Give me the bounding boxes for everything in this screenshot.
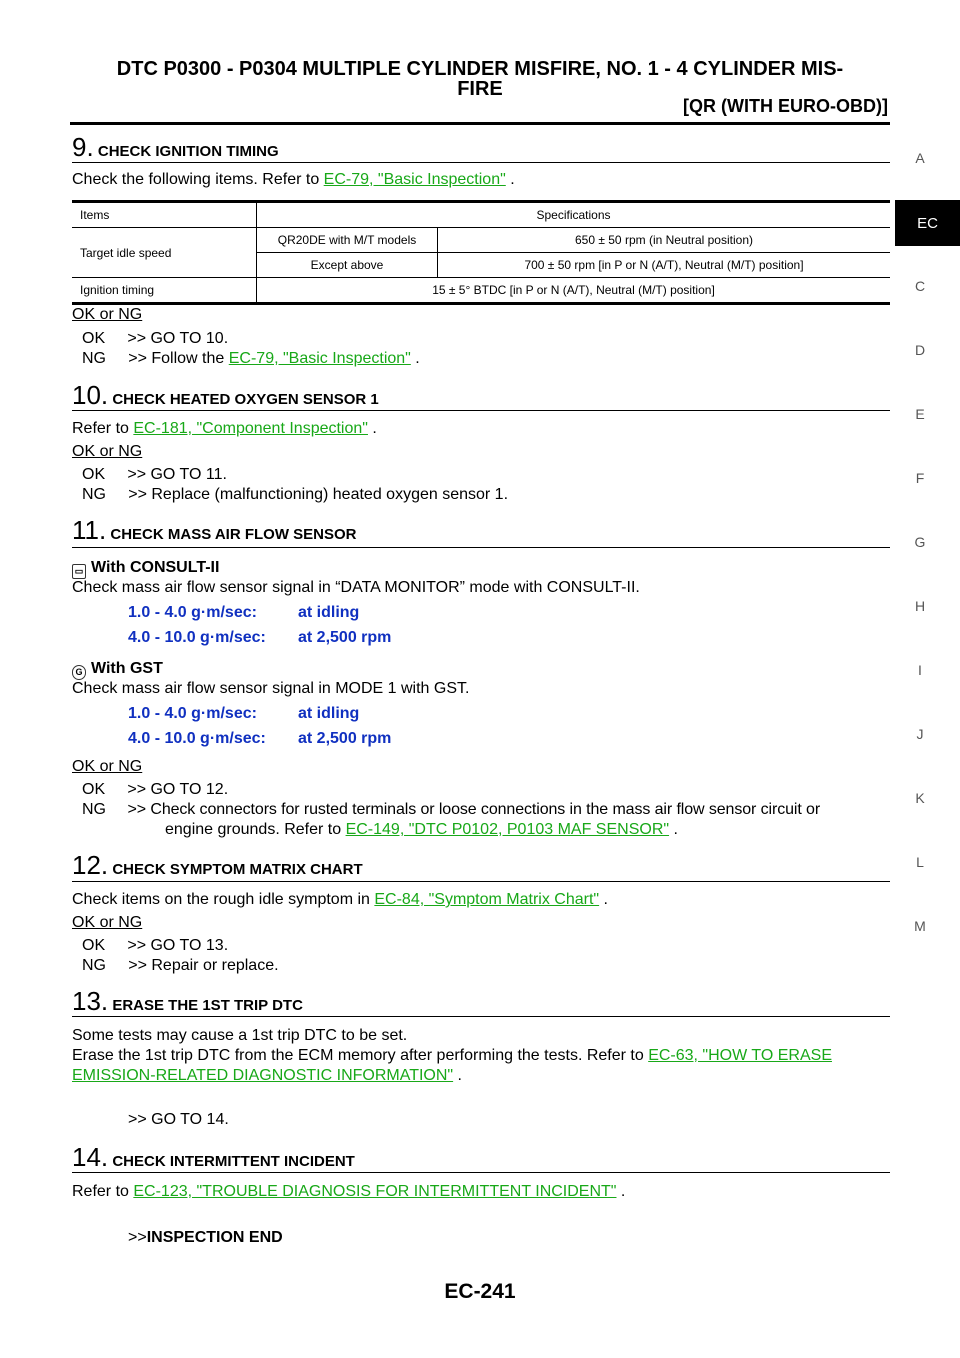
step12-ng: NG >> Repair or replace.	[82, 957, 279, 974]
cell-ignition: Ignition timing	[72, 278, 257, 304]
side-index-ec-active[interactable]: EC	[895, 200, 960, 246]
side-index-a[interactable]: A	[915, 150, 925, 166]
step13-go: >> GO TO 14.	[128, 1111, 229, 1128]
cell-target-idle: Target idle speed	[72, 228, 257, 278]
step9-rule	[72, 162, 890, 163]
consult-label: ▭ With CONSULT-II	[72, 558, 219, 579]
link-maf-sensor[interactable]: EC-149, "DTC P0102, P0103 MAF SENSOR"	[345, 821, 670, 838]
side-index-k[interactable]: K	[915, 790, 925, 806]
step11-ng-line2: engine grounds. Refer to EC-149, "DTC P0102, P0103 MAF SENSOR" .	[165, 821, 678, 838]
link-component-inspection[interactable]: EC-181, "Component Inspection"	[133, 420, 368, 437]
link-erase-dtc-b[interactable]: EMISSION-RELATED DIAGNOSTIC INFORMATION"	[72, 1067, 454, 1084]
step12-ok-or-ng: OK or NG	[72, 914, 143, 931]
spec4-value: 4.0 - 10.0 g·m/sec:	[128, 730, 266, 747]
page-number: EC-241	[444, 1280, 516, 1303]
spec1-cond: at idling	[298, 604, 360, 621]
step13-text1: Some tests may cause a 1st trip DTC to be set.	[72, 1027, 408, 1044]
step10-heading: 10. CHECK HEATED OXYGEN SENSOR 1	[72, 380, 379, 410]
side-index-e[interactable]: E	[915, 406, 925, 422]
page-title-line1: DTC P0300 - P0304 MULTIPLE CYLINDER MISFIRE, NO. 1 - 4 CYLINDER MIS-	[116, 58, 844, 80]
side-index-d[interactable]: D	[914, 342, 926, 358]
gst-icon: G	[72, 665, 86, 680]
side-index-j[interactable]: J	[916, 726, 924, 742]
step10-text: Refer to EC-181, "Component Inspection" .	[72, 420, 377, 437]
spec3-cond: at idling	[298, 705, 360, 722]
cell-except: Except above	[257, 253, 438, 278]
step11-ng-line1: NG >> Check connectors for rusted terminals or loose connections in the mass air flow sensor circuit or	[82, 801, 821, 818]
cell-700rpm: 700 ± 50 rpm [in P or N (A/T), Neutral (M/T) position]	[438, 253, 891, 278]
step10-ok: OK >> GO TO 11.	[82, 466, 227, 483]
side-index-l[interactable]: L	[916, 854, 924, 870]
step12-heading: 12. CHECK SYMPTOM MATRIX CHART	[72, 850, 363, 880]
cell-650rpm: 650 ± 50 rpm (in Neutral position)	[438, 228, 891, 253]
th-items: Items	[72, 202, 257, 228]
page-subtitle: [QR (WITH EURO-OBD)]	[683, 96, 888, 116]
step13-rule	[72, 1016, 890, 1017]
link-intermittent-incident[interactable]: EC-123, "TROUBLE DIAGNOSIS FOR INTERMITTENT INCIDENT"	[133, 1183, 617, 1200]
header-rule	[70, 122, 890, 125]
step9-ng: NG >> Follow the EC-79, "Basic Inspection" .	[82, 350, 420, 367]
side-index-f[interactable]: F	[915, 470, 925, 486]
step13-text2: Erase the 1st trip DTC from the ECM memory after performing the tests. Refer to EC-63, "HOW TO ERASE	[72, 1047, 832, 1064]
cell-qr20de: QR20DE with M/T models	[257, 228, 438, 253]
step14-rule	[72, 1172, 890, 1173]
spec-table	[72, 200, 890, 305]
side-index-g[interactable]: G	[914, 534, 926, 550]
spec2-cond: at 2,500 rpm	[298, 629, 392, 646]
step14-text: Refer to EC-123, "TROUBLE DIAGNOSIS FOR INTERMITTENT INCIDENT" .	[72, 1183, 626, 1200]
link-erase-dtc-a[interactable]: EC-63, "HOW TO ERASE	[648, 1047, 832, 1064]
step10-rule	[72, 410, 890, 411]
step13-heading: 13. ERASE THE 1ST TRIP DTC	[72, 986, 303, 1016]
side-index-h[interactable]: H	[914, 598, 926, 614]
side-index-m[interactable]: M	[914, 918, 926, 934]
step14-end: >>INSPECTION END	[128, 1229, 283, 1246]
step10-ok-or-ng: OK or NG	[72, 443, 143, 460]
step9-text: Check the following items. Refer to EC-79, "Basic Inspection" .	[72, 171, 515, 188]
consult-text: Check mass air flow sensor signal in “DATA MONITOR” mode with CONSULT-II.	[72, 579, 640, 596]
spec4-cond: at 2,500 rpm	[298, 730, 392, 747]
step11-ok-or-ng: OK or NG	[72, 758, 143, 775]
side-index-i[interactable]: I	[918, 662, 922, 678]
th-specs: Specifications	[257, 202, 891, 228]
step9-ok: OK >> GO TO 10.	[82, 330, 229, 347]
consult-icon: ▭	[72, 564, 86, 579]
step9-ok-or-ng: OK or NG	[72, 306, 143, 323]
step13-text3: EMISSION-RELATED DIAGNOSTIC INFORMATION" .	[72, 1067, 462, 1084]
spec2-value: 4.0 - 10.0 g·m/sec:	[128, 629, 266, 646]
gst-label: G With GST	[72, 659, 163, 680]
step12-text: Check items on the rough idle symptom in EC-84, "Symptom Matrix Chart" .	[72, 891, 608, 908]
cell-ignition-val: 15 ± 5° BTDC [in P or N (A/T), Neutral (M/T) position]	[257, 278, 891, 304]
step12-rule	[72, 881, 890, 882]
step11-ok: OK >> GO TO 12.	[82, 781, 229, 798]
step14-heading: 14. CHECK INTERMITTENT INCIDENT	[72, 1142, 355, 1172]
link-basic-inspection-2[interactable]: EC-79, "Basic Inspection"	[228, 350, 411, 367]
link-symptom-matrix[interactable]: EC-84, "Symptom Matrix Chart"	[374, 891, 600, 908]
step10-ng: NG >> Replace (malfunctioning) heated oxygen sensor 1.	[82, 486, 509, 503]
step12-ok: OK >> GO TO 13.	[82, 937, 229, 954]
step9-heading: 9. CHECK IGNITION TIMING	[72, 132, 279, 162]
gst-text: Check mass air flow sensor signal in MODE 1 with GST.	[72, 680, 470, 697]
side-index-c[interactable]: C	[914, 278, 926, 294]
step11-heading: 11. CHECK MASS AIR FLOW SENSOR	[72, 515, 357, 545]
spec1-value: 1.0 - 4.0 g·m/sec:	[128, 604, 257, 621]
spec3-value: 1.0 - 4.0 g·m/sec:	[128, 705, 257, 722]
step11-rule	[72, 547, 890, 548]
page-title-line2: FIRE	[457, 78, 503, 100]
link-basic-inspection[interactable]: EC-79, "Basic Inspection"	[323, 171, 506, 188]
